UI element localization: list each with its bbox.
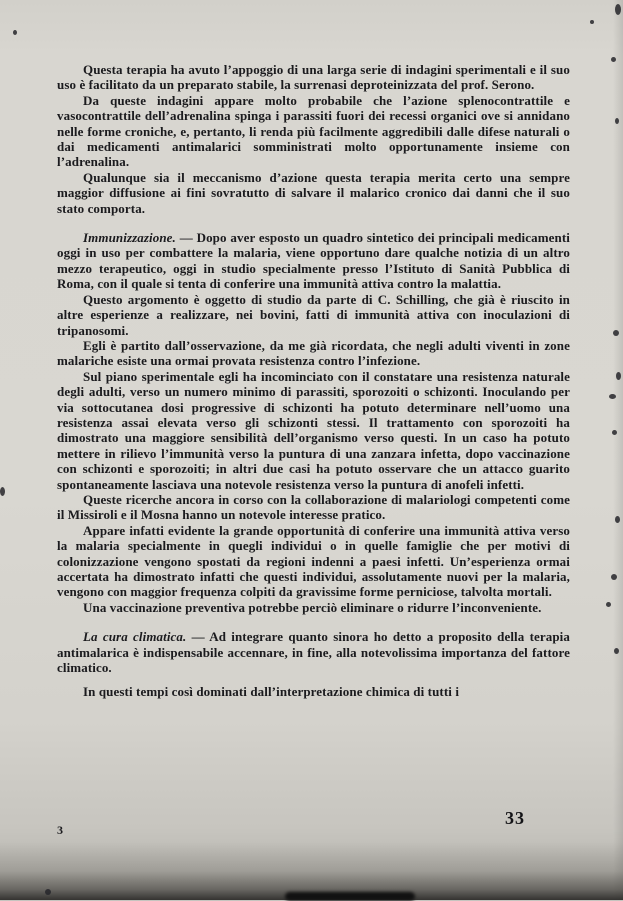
paragraph-8 — [57, 492, 570, 523]
paragraph-1 — [57, 62, 570, 93]
paragraph-text: Appare infatti evidente la grande opportunità di conferire una immunità attiva verso la malaria specialmente in quegli individui o in quelle famiglie che per motivi di colonizzazione vengono spostati da regioni indenni a paesi infetti. Un’esperienza ormai accertata ha dimostrato infatti che questi individui, assolutamente nuovi per la malaria, vengono con maggior frequenza colpiti da gravissime forme perniciose, talvolta mortali. — [57, 522, 570, 600]
signature-mark: 3 — [57, 823, 63, 837]
paragraph-9 — [57, 523, 570, 600]
paragraph-text: — Ad integrare quanto sinora ho detto a proposito della terapia antimalarica è indispensabile accennare, in fine, alla notevolissima importanza del fattore climatico. — [57, 629, 570, 676]
paragraph-immunizzazione — [57, 230, 570, 292]
scan-speck — [609, 394, 616, 399]
paragraph-text: Sul piano sperimentale egli ha incominciato con il constatare una resistenza naturale degli adulti, verso un numero minimo di parassiti, sporozoiti o schizonti. Inoculando per via sottocutanea dosi progressive di schizonti ha potuto determinare nell’uomo una resistenza assai elevata verso gli schizonti stessi. Il trattamento con sporozoiti ha dimostrato una maggiore sensibilità dell’organismo verso questi. In un caso ha potuto mettere in rilievo l’immunità verso la puntura di una zanzara infetta, dopo vaccinazione con schizonti e sporozoiti; in altri due casi ha potuto osservare che un attacco guarito spontaneamente lasciava una notevole resistenza verso la puntura di anofeli infetti. — [57, 368, 570, 492]
scan-speck — [614, 648, 619, 654]
paragraph-10 — [57, 600, 570, 615]
paragraph-text: Questo argomento è oggetto di studio da parte di C. Schilling, che già è riuscito in altre esperienze a realizzare, nei bovini, fatti di immunità attiva con inoculazioni di tripanosomi. — [57, 291, 570, 338]
scan-speck — [590, 20, 594, 24]
paragraph-6 — [57, 338, 570, 369]
paragraph-12 — [57, 684, 570, 699]
scan-speck — [615, 4, 621, 15]
paragraph-2 — [57, 93, 570, 170]
paragraph-text: Da queste indagini appare molto probabile che l’azione splenocontrattile e vasocontrattile dell’adrenalina spinga i parassiti fuori dei recessi organici ove si annidano nelle forme croniche, e, pertanto, li renda più facilmente aggredibili dalle difese naturali o dai medicamenti antimalarici somministrati molto opportunamente insieme con l’adrenalina. — [57, 92, 570, 170]
page-text-block — [57, 62, 570, 700]
scan-speck — [612, 430, 617, 435]
scan-right-edge-shadow — [613, 0, 623, 900]
paragraph-text: In questi tempi così dominati dall’interpretazione chimica di tutti i — [83, 684, 460, 700]
scan-speck — [611, 574, 617, 580]
paragraph-text: Egli è partito dall’osservazione, da me già ricordata, che negli adulti viventi in zone malariche esiste una ormai provata resistenza contro l’infezione. — [57, 337, 570, 369]
paragraph-3 — [57, 170, 570, 216]
page-number: 33 — [505, 808, 525, 828]
scan-speck — [0, 487, 5, 496]
scan-speck — [13, 30, 17, 35]
paragraph-text: Qualunque sia il meccanismo d’azione questa terapia merita certo una sempre maggior diffusione ai fini sovratutto di salvare il malarico cronico dai danni che il suo stato comporta. — [57, 169, 570, 216]
paragraph-text: Queste ricerche ancora in corso con la collaborazione di malariologi competenti come il Missiroli e il Mosna hanno un notevole interesse pratico. — [57, 491, 570, 523]
scan-speck — [45, 889, 51, 895]
scan-speck — [611, 57, 616, 62]
scan-speck — [615, 516, 620, 523]
scan-speck — [615, 118, 619, 124]
paragraph-text: Una vaccinazione preventiva potrebbe perciò eliminare o ridurre l’inconveniente. — [83, 599, 542, 615]
scan-speck — [606, 602, 611, 607]
scan-speck — [613, 330, 619, 336]
paragraph-cura-climatica — [57, 629, 570, 675]
section-lead-cura-climatica: La cura climatica. — [83, 629, 187, 645]
paragraph-text: Questa terapia ha avuto l’appoggio di una larga serie di indagini sperimentali e il suo uso è facilitato da un preparato stabile, la surrenasi deproteinizzata del prof. Serono. — [57, 62, 570, 93]
scan-speck — [616, 372, 621, 380]
paragraph-7 — [57, 369, 570, 492]
paragraph-5 — [57, 292, 570, 338]
paragraph-text: — Dopo aver esposto un quadro sintetico dei principali medicamenti oggi in uso per combattere la malaria, viene opportuno dare qualche notizia di un altro mezzo terapeutico, oggi in studio specialmente presso l’Istituto di Sanità Pubblica di Roma, con il quale si tenta di conferire una immunità attiva contro la malattia. — [57, 230, 570, 292]
section-lead-immunizzazione: Immunizzazione. — [83, 230, 176, 246]
